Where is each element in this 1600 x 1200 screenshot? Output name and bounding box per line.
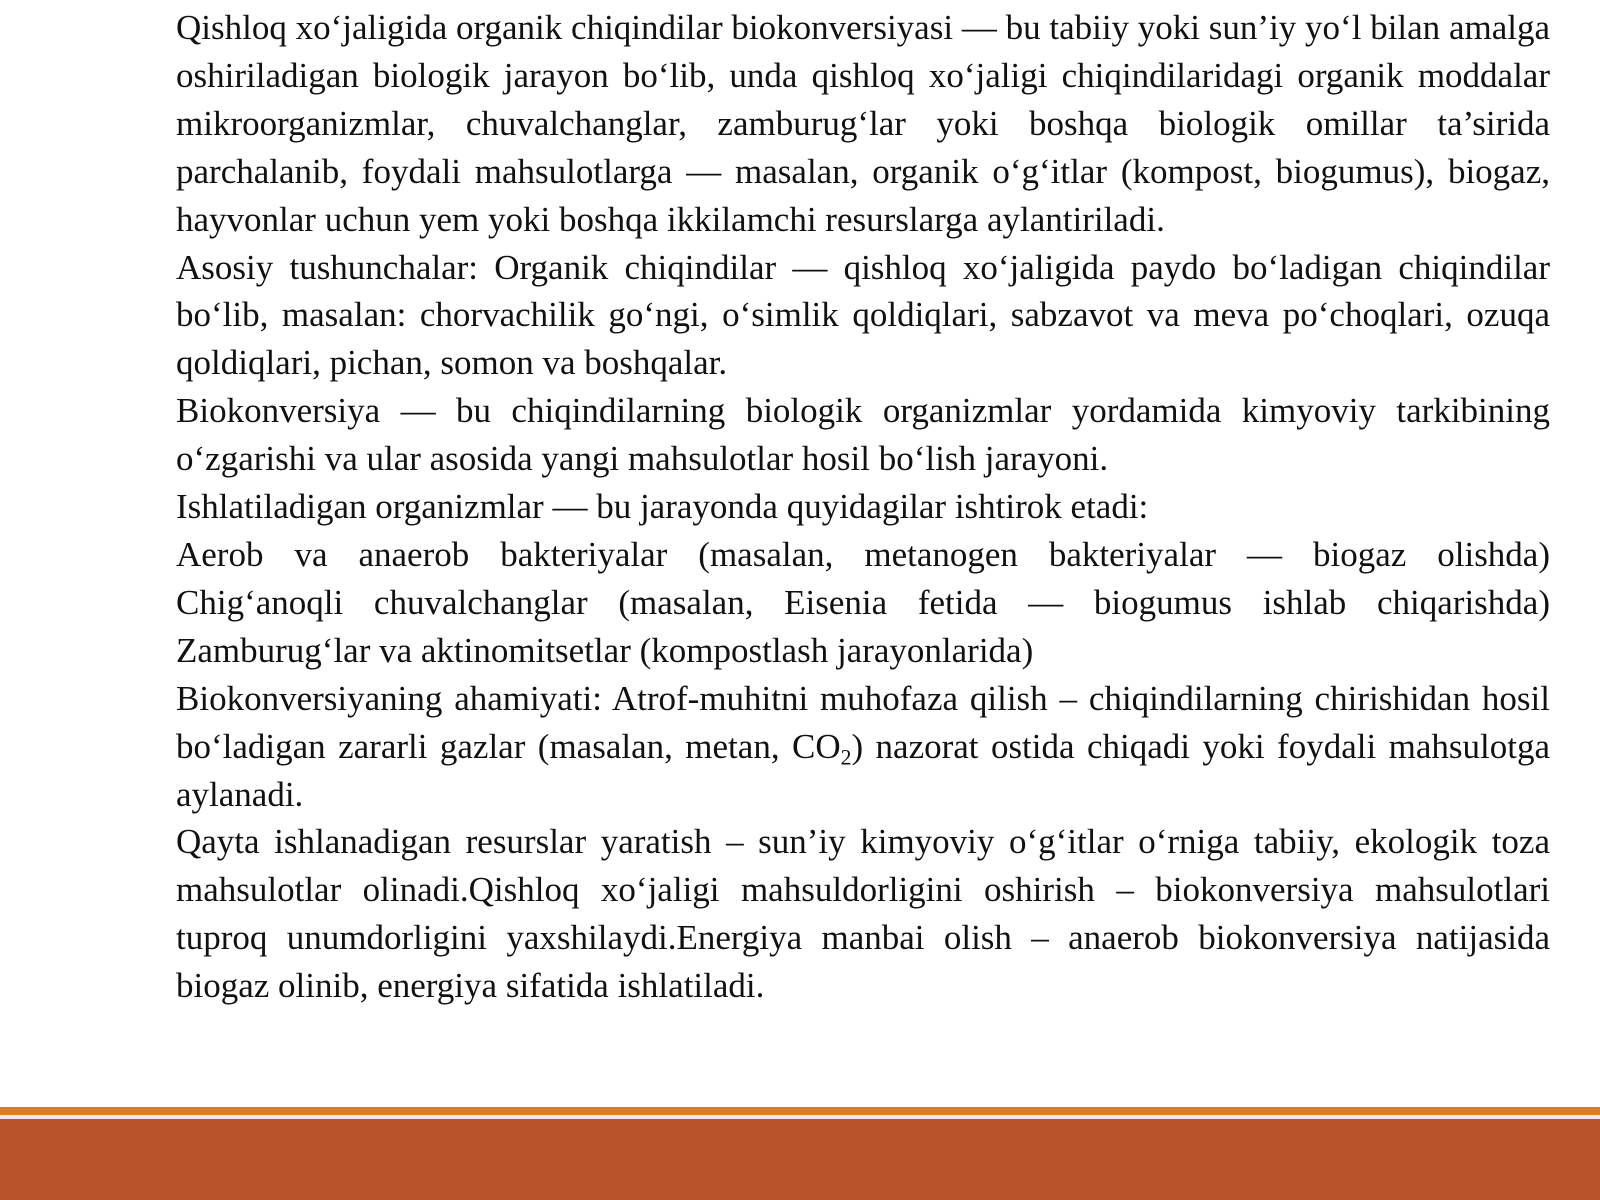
footer-accent-line bbox=[0, 1107, 1600, 1115]
importance-text-end: ) nazorat ostida chiqadi yoki foydali mahsulotga aylanadi. bbox=[176, 726, 1550, 814]
paragraph-organisms-intro: Ishlatiladigan organizmlar — bu jarayonda quyidagilar ishtirok etadi: bbox=[176, 487, 1149, 527]
paragraph-resources: Qayta ishlanadigan resurslar yaratish – sun’iy kimyoviy o‘g‘itlar o‘rniga tabiiy, ekologik toza mahsulotlar olinadi.Qishloq xo‘jaligi mahsuldorligini oshirish – biokonversiya mahsulotlari tuproq unumdorligini yaxshilaydi.Energiya manbai olish – anaerob biokonversiya natijasida biogaz olinib, energiya sifatida ishlatiladi. bbox=[176, 822, 1550, 1006]
paragraph-bioconversion: Biokonversiya — bu chiqindilarning biologik organizmlar yordamida kimyoviy tarkibining o‘zgarishi va ular asosida yangi mahsulotlar hosil bo‘lish jarayoni. bbox=[176, 391, 1550, 479]
list-item-fungi: Zamburug‘lar va aktinomitsetlar (kompostlash jarayonlarida) bbox=[176, 630, 1034, 670]
paragraph-definition: Qishloq xo‘jaligida organik chiqindilar biokonversiyasi — bu tabiiy yoki sun’iy yo‘l bilan amalga oshiriladigan biologik jarayon bo‘lib, unda qishloq xo‘jaligi chiqindilaridagi organik moddalar mikroorganizmlar, chuvalchanglar, zamburug‘lar yoki boshqa biologik omillar ta’sirida parchalanib, foydali mahsulotlarga — masalan, organik o‘g‘itlar (kompost, biogumus), biogaz, hayvonlar uchun yem yoki boshqa ikkilamchi resurslarga aylantiriladi. bbox=[176, 8, 1550, 239]
list-item-bacteria: Aerob va anaerob bakteriyalar (masalan, metanogen bakteriyalar — biogaz olishda) bbox=[176, 534, 1550, 574]
footer-bar bbox=[0, 1119, 1600, 1200]
importance-text-start: Biokonversiyaning ahamiyati: Atrof-muhitni muhofaza qilish – chiqindilarning chirishidan hosil bo‘ladigan zararli gazlar (masalan, metan, CO bbox=[176, 678, 1550, 766]
list-item-worms: Chig‘anoqli chuvalchanglar (masalan, Eisenia fetida — biogumus ishlab chiqarishda) bbox=[176, 582, 1550, 622]
paragraph-key-concepts: Asosiy tushunchalar: Organik chiqindilar — qishloq xo‘jaligida paydo bo‘ladigan chiqindilar bo‘lib, masalan: chorvachilik go‘ngi, o‘simlik qoldiqlari, sabzavot va meva po‘choqlari, ozuqa qoldiqlari, pichan, somon va boshqalar. bbox=[176, 247, 1550, 383]
paragraph-importance bbox=[176, 675, 1550, 819]
co2-subscript: 2 bbox=[840, 745, 852, 770]
slide-body-text bbox=[176, 4, 1550, 1010]
